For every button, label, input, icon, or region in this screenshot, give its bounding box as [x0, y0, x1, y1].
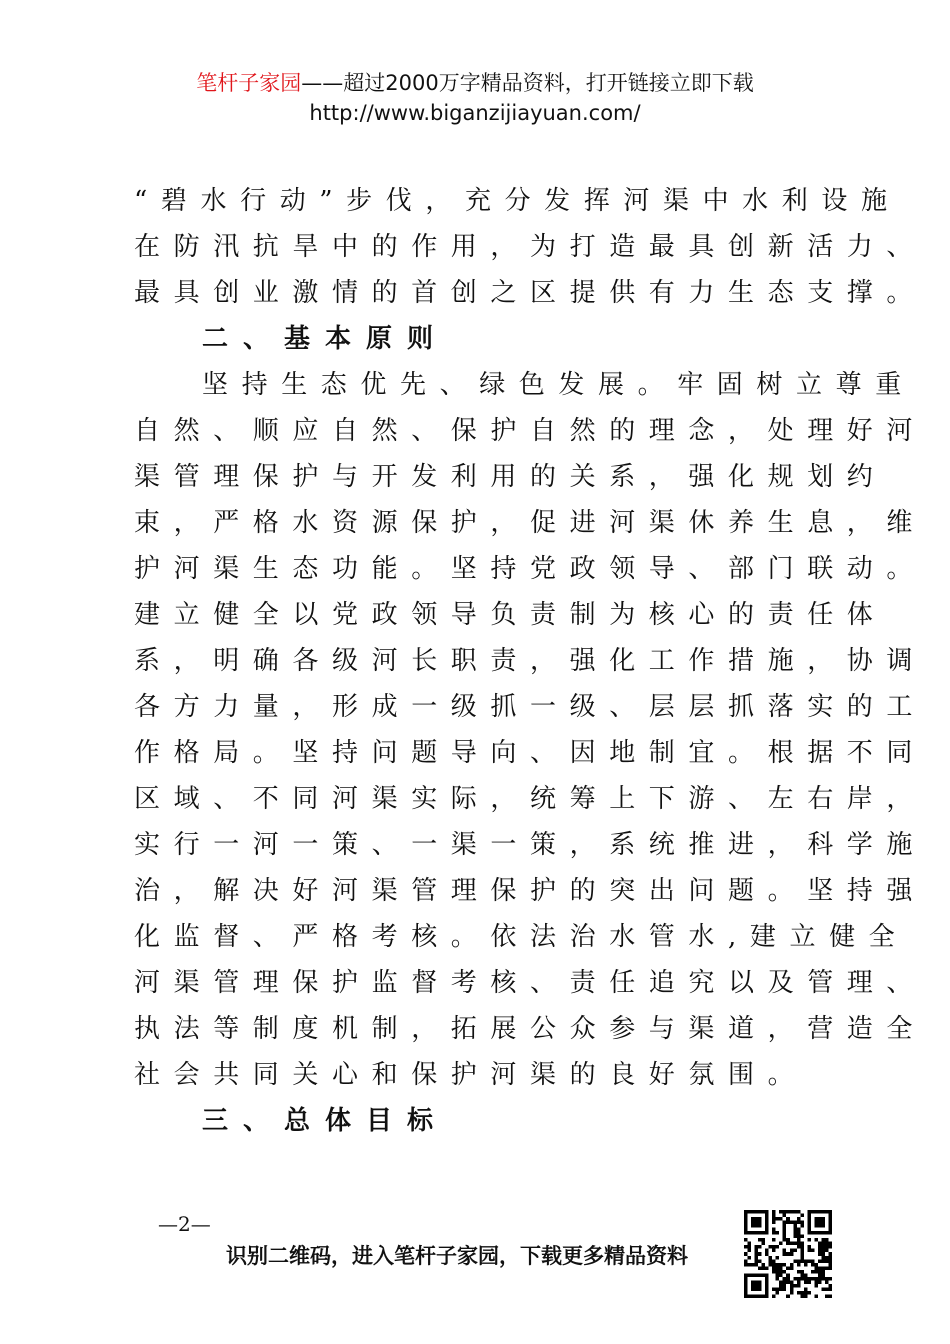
page-header: [0, 68, 950, 128]
paragraph-line: 作格局。坚持问题导向、因地制宜。根据不同: [134, 738, 927, 768]
paragraph-line: 最具创业激情的首创之区提供有力生态支撑。: [134, 278, 927, 308]
paragraph-line: 实行一河一策、一渠一策，系统推进，科学施: [134, 830, 927, 860]
document-body: [134, 178, 927, 1144]
brand-name: 笔杆子家园: [196, 71, 302, 95]
paragraph-line: 束，严格水资源保护，促进河渠休养生息，维: [134, 508, 927, 538]
paragraph-line: 渠管理保护与开发利用的关系，强化规划约: [134, 462, 887, 492]
section-heading: 三、总体目标: [202, 1106, 449, 1136]
section-heading: 二、基本原则: [202, 324, 449, 354]
qr-code-icon[interactable]: [744, 1210, 832, 1298]
paragraph-line: “碧水行动”步伐，充分发挥河渠中水利设施: [134, 186, 901, 216]
paragraph-line: 自然、顺应自然、保护自然的理念，处理好河: [134, 416, 927, 446]
paragraph-line: 建立健全以党政领导负责制为核心的责任体: [134, 600, 887, 630]
paragraph-line: 在防汛抗旱中的作用，为打造最具创新活力、: [134, 232, 927, 262]
paragraph-line: 执法等制度机制，拓展公众参与渠道，营造全: [134, 1014, 927, 1044]
header-url[interactable]: http://www.biganzijiayuan.com/: [309, 101, 641, 125]
paragraph-line: 区域、不同河渠实际，统筹上下游、左右岸，: [134, 784, 927, 814]
header-tagline: ——超过2000万字精品资料，打开链接立即下载: [301, 71, 754, 95]
paragraph-line: 各方力量，形成一级抓一级、层层抓落实的工: [134, 692, 927, 722]
paragraph-line: 护河渠生态功能。坚持党政领导、部门联动。: [134, 554, 927, 584]
paragraph-line: 治，解决好河渠管理保护的突出问题。坚持强: [134, 876, 927, 906]
paragraph-line: 系，明确各级河长职责，强化工作措施，协调: [134, 646, 927, 676]
paragraph-line: 化监督、严格考核。依法治水管水,建立健全: [134, 922, 909, 952]
footer-text: 识别二维码，进入笔杆子家园，下载更多精品资料: [226, 1244, 688, 1268]
paragraph-line: 社会共同关心和保护河渠的良好氛围。: [134, 1060, 808, 1090]
paragraph-line: 河渠管理保护监督考核、责任追究以及管理、: [134, 968, 927, 998]
page-number: —2—: [158, 1212, 211, 1236]
paragraph-line: 坚持生态优先、绿色发展。牢固树立尊重: [202, 370, 915, 400]
